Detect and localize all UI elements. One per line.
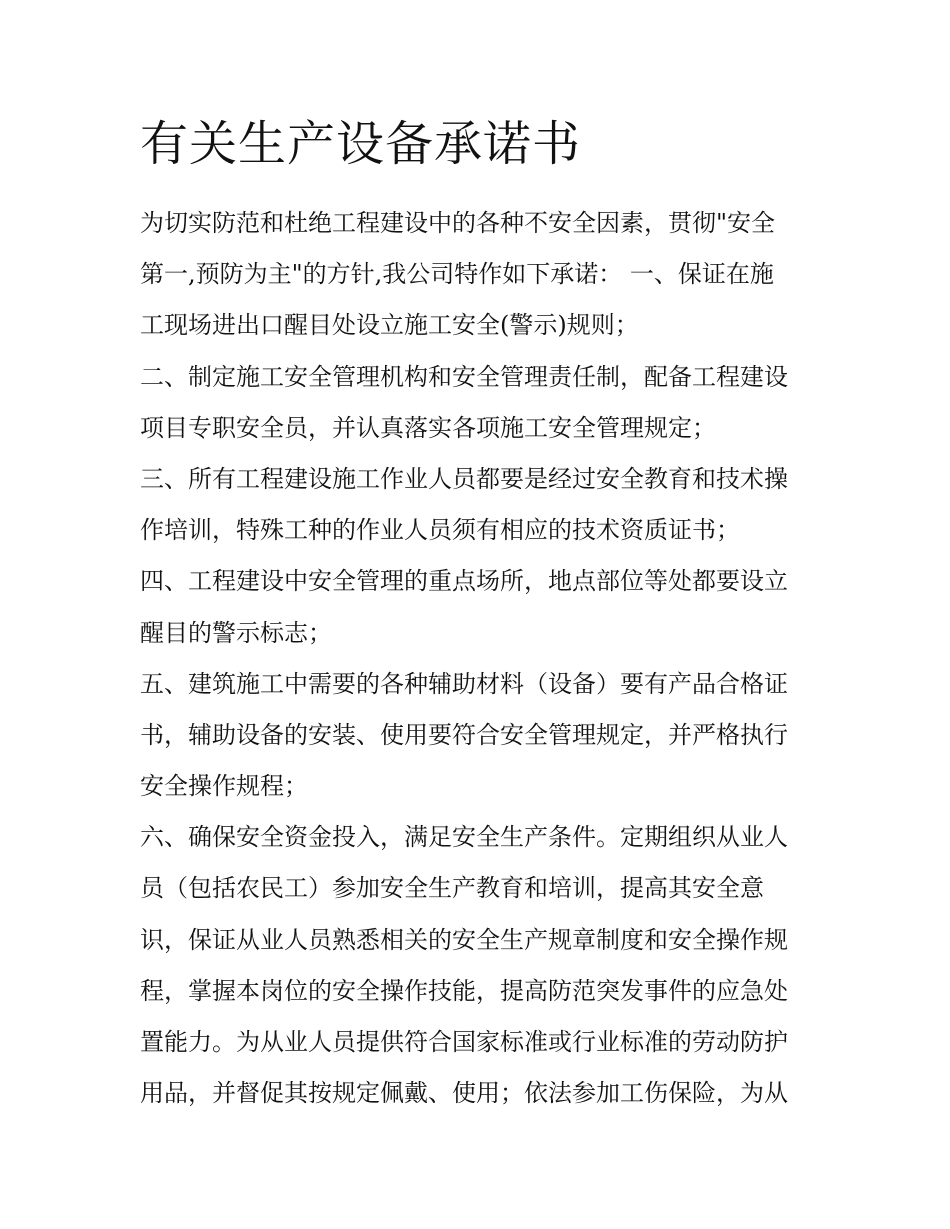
body-line: 工现场进出口醒目处设立施工安全(警示)规则； bbox=[140, 311, 639, 340]
body-line: 五、建筑施工中需要的各种辅助材料（设备）要有产品合格证 bbox=[140, 669, 788, 698]
document-body bbox=[140, 198, 820, 1119]
body-line: 书，辅助设备的安装、使用要符合安全管理规定，并严格执行 bbox=[140, 720, 788, 749]
body-line: 四、工程建设中安全管理的重点场所，地点部位等处都要设立 bbox=[140, 567, 788, 596]
body-line: 置能力。为从业人员提供符合国家标准或行业标准的劳动防护 bbox=[140, 1028, 788, 1056]
body-line: 醒目的警示标志； bbox=[140, 618, 332, 647]
body-line: 安全操作规程； bbox=[140, 772, 308, 801]
body-line: 用品，并督促其按规定佩戴、使用；依法参加工伤保险，为从 bbox=[140, 1079, 788, 1108]
body-line: 二、制定施工安全管理机构和安全管理责任制，配备工程建设 bbox=[140, 362, 788, 391]
body-line: 为切实防范和杜绝工程建设中的各种不安全因素，贯彻"安全 bbox=[140, 209, 776, 237]
body-line: 员（包括农民工）参加安全生产教育和培训，提高其安全意 bbox=[140, 874, 764, 903]
body-line: 项目专职安全员，并认真落实各项施工安全管理规定； bbox=[140, 413, 716, 442]
body-line: 识，保证从业人员熟悉相关的安全生产规章制度和安全操作规 bbox=[140, 925, 788, 954]
body-line: 程，掌握本岗位的安全操作技能，提高防范突发事件的应急处 bbox=[140, 976, 788, 1005]
document-title: 有关生产设备承诺书 bbox=[140, 116, 582, 172]
body-line: 三、所有工程建设施工作业人员都要是经过安全教育和技术操 bbox=[140, 464, 788, 493]
body-line: 作培训，特殊工种的作业人员须有相应的技术资质证书； bbox=[140, 516, 740, 545]
body-line: 第一,预防为主"的方针,我公司特作如下承诺： 一、保证在施 bbox=[140, 260, 774, 289]
body-line: 六、确保安全资金投入，满足安全生产条件。定期组织从业人 bbox=[140, 823, 788, 852]
